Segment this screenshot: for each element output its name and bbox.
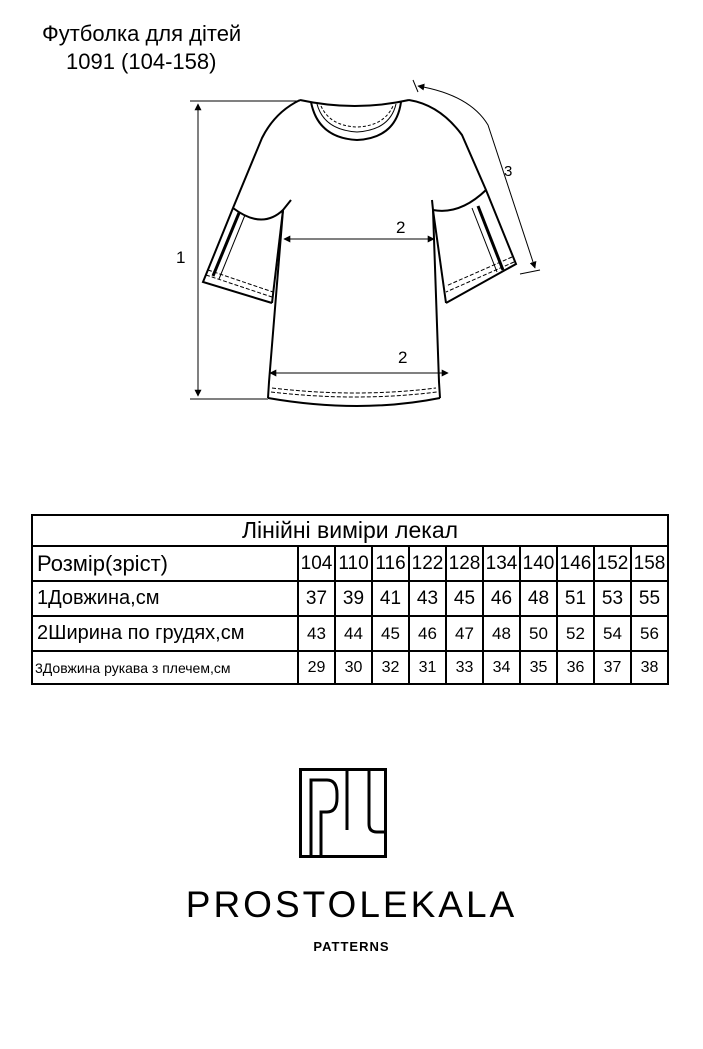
garment-name: Футболка для дітей xyxy=(42,21,242,46)
tshirt-outline xyxy=(203,100,516,406)
pattern-code: 1091 (104-158) xyxy=(66,49,217,74)
value-cell: 56 xyxy=(631,616,668,651)
value-cell: 45 xyxy=(446,581,483,616)
value-cell: 32 xyxy=(372,651,409,684)
value-cell: 47 xyxy=(446,616,483,651)
row-label: 1Довжина,см xyxy=(32,581,298,616)
value-cell: 51 xyxy=(557,581,594,616)
value-cell: 52 xyxy=(557,616,594,651)
hem-width-label: 2 xyxy=(398,348,408,367)
value-cell: 54 xyxy=(594,616,631,651)
length-label: 1 xyxy=(176,248,186,267)
value-cell: 30 xyxy=(335,651,372,684)
value-cell: 53 xyxy=(594,581,631,616)
value-cell: 44 xyxy=(335,616,372,651)
size-cell: 158 xyxy=(631,546,668,581)
value-cell: 35 xyxy=(520,651,557,684)
value-cell: 38 xyxy=(631,651,668,684)
size-row-label: Розмір(зріст) xyxy=(32,546,298,581)
table-title: Лінійні виміри лекал xyxy=(32,515,668,546)
value-cell: 48 xyxy=(520,581,557,616)
row-label: 2Ширина по грудях,см xyxy=(32,616,298,651)
value-cell: 37 xyxy=(298,581,335,616)
size-cell: 134 xyxy=(483,546,520,581)
value-cell: 45 xyxy=(372,616,409,651)
size-row xyxy=(32,546,668,581)
brand-name: PROSTOLEKALA xyxy=(185,884,518,925)
value-cell: 39 xyxy=(335,581,372,616)
value-cell: 43 xyxy=(298,616,335,651)
size-cell: 110 xyxy=(335,546,372,581)
value-cell: 36 xyxy=(557,651,594,684)
size-cell: 122 xyxy=(409,546,446,581)
table-row-sleeve-length xyxy=(32,651,668,684)
value-cell: 33 xyxy=(446,651,483,684)
value-cell: 50 xyxy=(520,616,557,651)
size-cell: 116 xyxy=(372,546,409,581)
value-cell: 31 xyxy=(409,651,446,684)
chest-width-label: 2 xyxy=(396,218,406,237)
table-row-chest-width xyxy=(32,616,668,651)
tshirt-technical-sketch xyxy=(0,0,703,470)
pl-monogram-icon xyxy=(299,768,389,860)
size-cell: 128 xyxy=(446,546,483,581)
value-cell: 37 xyxy=(594,651,631,684)
table-row-length xyxy=(32,581,668,616)
size-cell: 104 xyxy=(298,546,335,581)
size-cell: 146 xyxy=(557,546,594,581)
size-cell: 140 xyxy=(520,546,557,581)
measurement-lines xyxy=(190,80,540,399)
brand-subtitle: PATTERNS xyxy=(313,939,390,954)
row-label: 3Довжина рукава з плечем,см xyxy=(32,651,298,684)
value-cell: 46 xyxy=(409,616,446,651)
measurements-table xyxy=(31,514,669,685)
value-cell: 34 xyxy=(483,651,520,684)
value-cell: 29 xyxy=(298,651,335,684)
value-cell: 48 xyxy=(483,616,520,651)
sleeve-length-label: 3 xyxy=(504,163,513,180)
value-cell: 46 xyxy=(483,581,520,616)
value-cell: 43 xyxy=(409,581,446,616)
value-cell: 41 xyxy=(372,581,409,616)
size-cell: 152 xyxy=(594,546,631,581)
value-cell: 55 xyxy=(631,581,668,616)
